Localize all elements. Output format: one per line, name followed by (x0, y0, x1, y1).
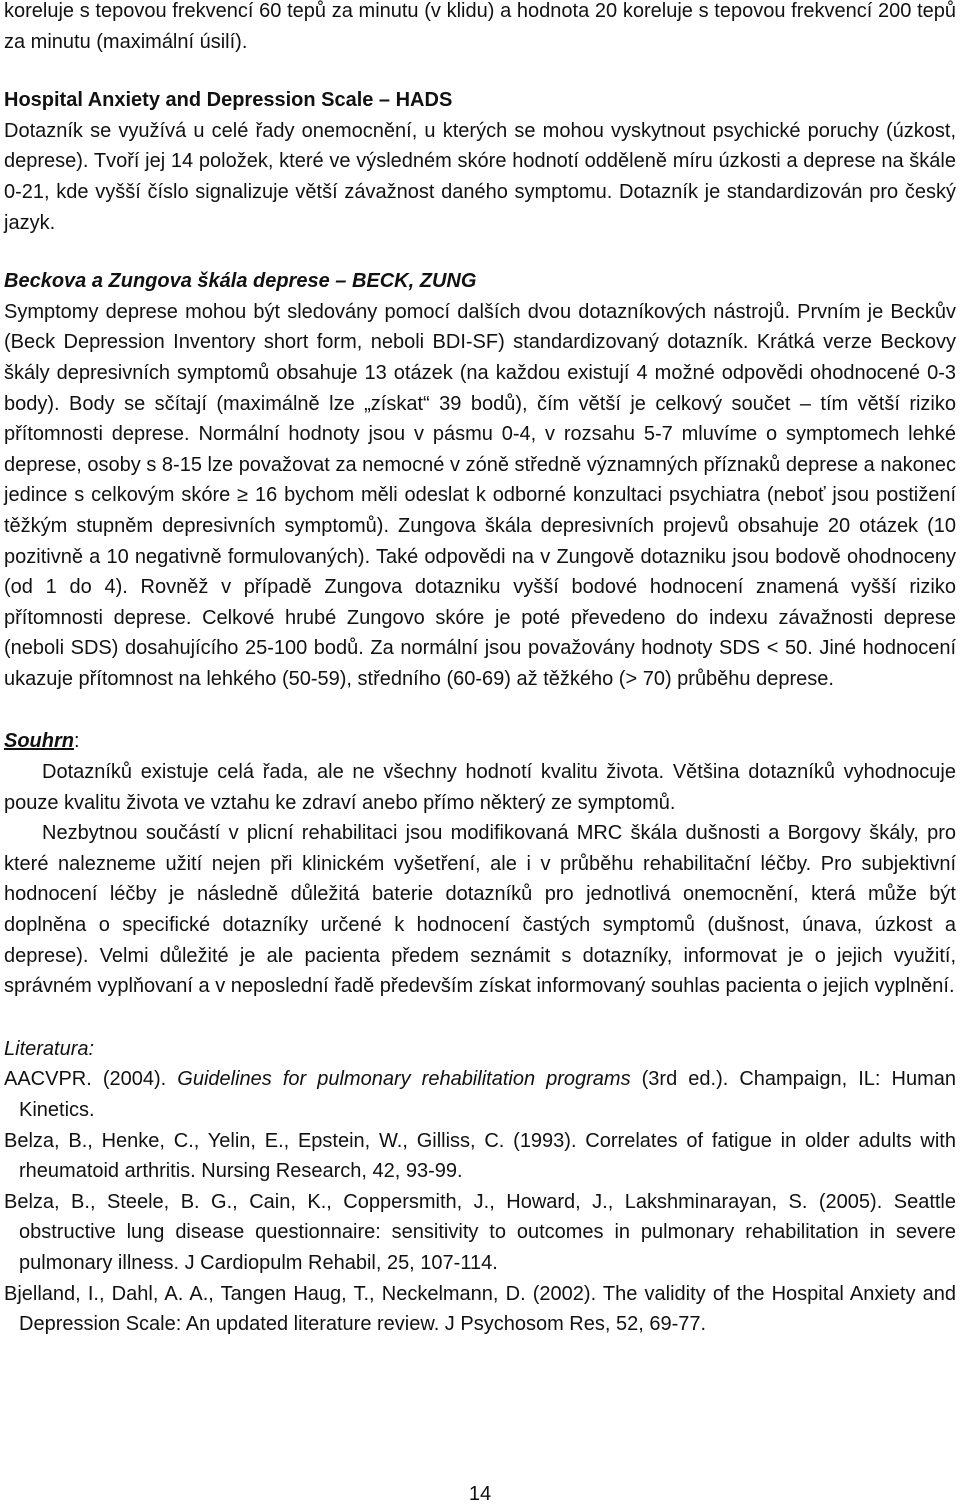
reference-text: AACVPR. (2004). (4, 1068, 178, 1091)
reference-item (4, 1126, 956, 1187)
reference-text: Belza, B., Henke, C., Yelin, E., Epstein, W., Gilliss, C. (1993). Correlates of fatigue in older adults with rheumatoid arthritis. Nursing Research, 42, 93-99. (4, 1129, 956, 1183)
reference-text: Bjelland, I., Dahl, A. A., Tangen Haug, T., Neckelmann, D. (2002). The validity of the Hospital Anxiety and Depression Scale: An updated literature review. J Psychosom Res, 52, 69-77. (4, 1282, 956, 1336)
summary-heading-line (4, 726, 956, 757)
beck-zung-paragraph: Symptomy deprese mohou být sledovány pomocí dalších dvou dotazníkových nástrojů. Prvním je Beckův (Beck Depression Inventory short form, neboli BDI-SF) standardizovaný dotazník. Krátká verze Beckovy škály depresivních symptomů obsahuje 13 otázek (na každou existují 4 možné odpovědi ohodnocené 0-3 body). Body se sčítají (maximálně lze „získat“ 39 bodů), čím větší je celkový součet – tím větší riziko přítomnosti deprese. Normální hodnoty jsou v pásmu 0-4, v rozsahu 5-7 mluvíme o symptomech lehké deprese, osoby s 8-15 lze považovat za nemocné v zóně středně významných příznaků deprese a nakonec jedince s celkovým skóre ≥ 16 bychom měli odeslat k odborné konzultaci psychiatra (neboť jsou postižení těžkým stupněm depresivních symptomů). Zungova škála depresivních projevů obsahuje 20 otázek (10 pozitivně a 10 negativně formulovaných). Také odpovědi na v Zungově dotazniku jsou bodově ohodnoceny (od 1 do 4). Rovněž v případě Zungova dotazniku vyšší bodové hodnocení znamená vyšší riziko přítomnosti deprese. Celkové hrubé Zungovo skóre je poté převedeno do indexu závažnosti deprese (neboli SDS) dosahujícího 25-100 bodů. Za normální jsou považovány hodnoty SDS < 50. Jiné hodnocení ukazuje přítomnost na lehkého (50-59), středního (60-69) až těžkého (> 70) průběhu deprese. (4, 300, 956, 690)
document-page (4, 0, 956, 1340)
reference-title-italic: Guidelines for pulmonary rehabilitation programs (177, 1068, 631, 1091)
spacer (4, 238, 956, 266)
spacer (4, 1002, 956, 1034)
summary-colon: : (74, 730, 80, 753)
summary-label: Souhrn (4, 730, 74, 753)
reference-text: Belza, B., Steele, B. G., Cain, K., Coppersmith, J., Howard, J., Lakshminarayan, S. (2005). Seattle obstructive lung disease questionnaire: sensitivity to outcomes in pulmonary rehabilitation in severe pulmonary illness. J Cardiopulm Rehabil, 25, 107-114. (4, 1190, 956, 1274)
reference-item (4, 1064, 956, 1125)
hads-paragraph: Dotazník se využívá u celé řady onemocnění, u kterých se mohou vyskytnout psychické poruchy (úzkost, deprese). Tvoří jej 14 položek, které ve výsledném skóre hodnotí odděleně míru úzkosti a deprese na škále 0-21, kde vyšší číslo signalizuje větší závažnost daného symptomu. Dotazník je standardizován pro český jazyk. (4, 119, 956, 234)
hads-heading: Hospital Anxiety and Depression Scale – HADS (4, 89, 453, 112)
literature-heading: Literatura: (4, 1037, 95, 1060)
summary-paragraph-1: Dotazníků existuje celá řada, ale ne všechny hodnotí kvalitu života. Většina dotazníků vyhodnocuje pouze kvalitu života ve vztahu ke zdraví anebo přímo některý ze symptomů. (4, 761, 956, 814)
reference-text: (3rd ed.). Champaign, IL: Human Kinetics. (19, 1068, 956, 1121)
beck-zung-heading: Beckova a Zungova škála deprese – BECK, ZUNG (4, 270, 477, 293)
spacer (4, 57, 956, 85)
page-number: 14 (468, 1483, 492, 1505)
intro-continued-paragraph: koreluje s tepovou frekvencí 60 tepů za minutu (v klidu) a hodnota 20 koreluje s tepovou frekvencí 200 tepů za minutu (maximální úsilí). (4, 0, 956, 53)
summary-paragraph-2: Nezbytnou součástí v plicní rehabilitaci jsou modifikovaná MRC škála dušnosti a Borgovy škály, pro které nalezneme užití nejen při klinickém vyšetření, ale i v průběhu rehabilitační léčby. Pro subjektivní hodnocení léčby je následně důležitá baterie dotazníků pro jednotlivá onemocnění, která může být doplněna o specifické dotazníky určené k hodnocení častých symptomů (dušnost, únava, úzkost a deprese). Velmi důležité je ale pacienta předem seznámit s dotazníky, informovat je o jejich využití, správném vyplňovaní a v neposlední řadě především získat informovaný souhlas pacienta o jejich vyplnění. (4, 822, 956, 998)
reference-item (4, 1187, 956, 1279)
reference-item (4, 1279, 956, 1340)
spacer (4, 694, 956, 726)
